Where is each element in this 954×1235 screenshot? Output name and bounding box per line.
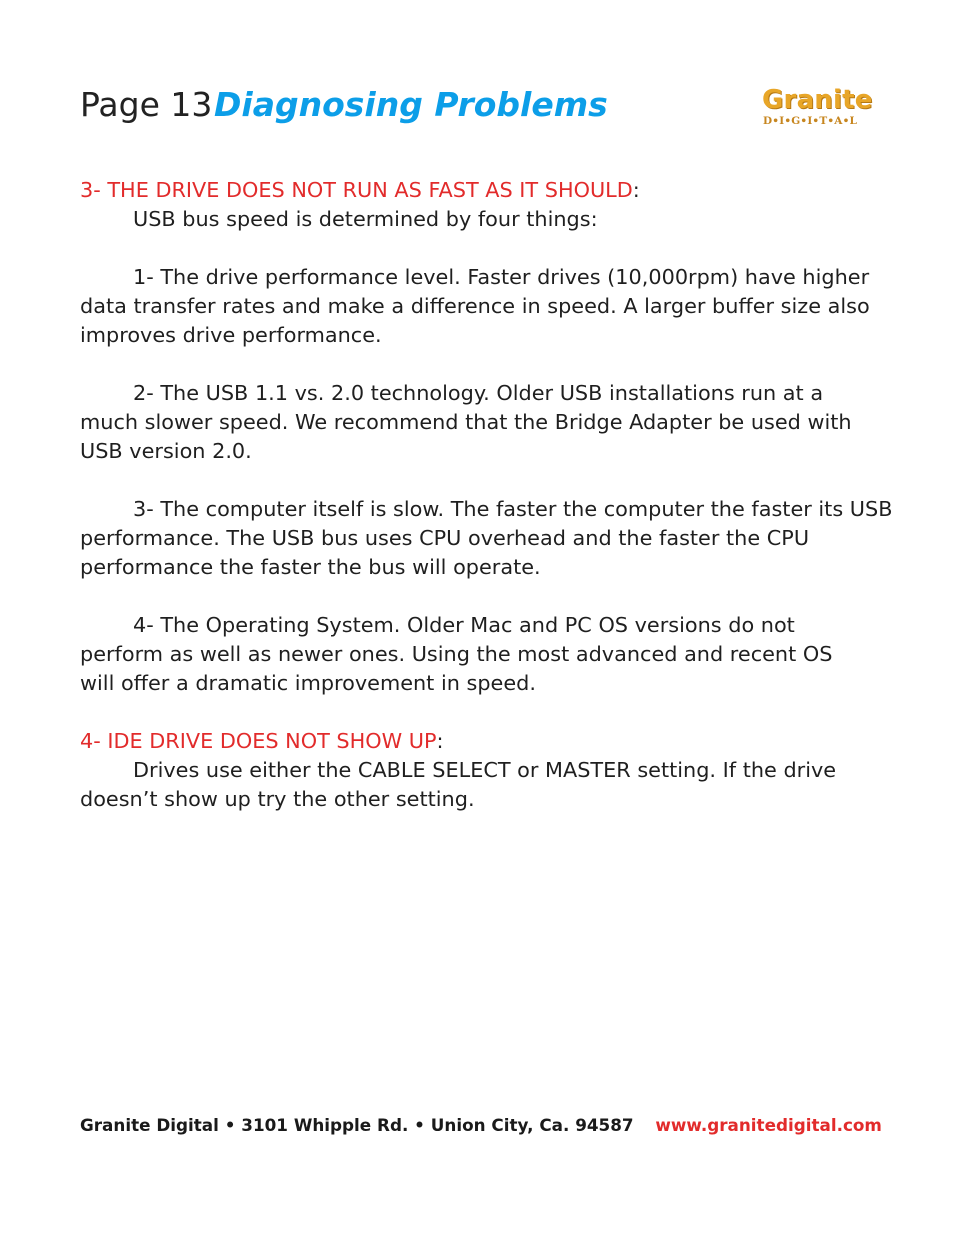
logo-subtitle: D•I•G•I•T•A•L xyxy=(763,115,858,127)
page-number: Page 13 xyxy=(80,85,213,124)
section-heading xyxy=(80,176,880,205)
section-heading-text: 3- THE DRIVE DOES NOT RUN AS FAST AS IT SHOULD xyxy=(80,178,633,202)
section-4 xyxy=(80,727,880,814)
list-item-line: 2- The USB 1.1 vs. 2.0 technology. Older USB installations run at a xyxy=(133,381,824,405)
list-item-line: performance the faster the bus will operate. xyxy=(80,555,541,579)
list-item-line: data transfer rates and make a difference in speed. A larger buffer size also xyxy=(80,294,870,318)
list-item-line: 4- The Operating System. Older Mac and PC OS versions do not xyxy=(133,613,795,637)
section-line: doesn’t show up try the other setting. xyxy=(80,787,475,811)
logo-wordmark: Granite xyxy=(762,85,873,115)
section-heading xyxy=(80,727,880,756)
list-item xyxy=(80,611,880,698)
footer-website-link[interactable]: www.granitedigital.com xyxy=(655,1115,882,1135)
section-heading-colon: : xyxy=(632,178,640,202)
page-title: Diagnosing Problems xyxy=(214,85,608,124)
section-3 xyxy=(80,176,893,727)
list-item-line: 1- The drive performance level. Faster drives (10,000rpm) have higher xyxy=(133,265,870,289)
section-heading-text: 4- IDE DRIVE DOES NOT SHOW UP xyxy=(80,729,437,753)
list-item-line: perform as well as newer ones. Using the most advanced and recent OS xyxy=(80,642,833,666)
footer-address: Granite Digital • 3101 Whipple Rd. • Union City, Ca. 94587 xyxy=(80,1115,634,1135)
list-item-line: performance. The USB bus uses CPU overhead and the faster the CPU xyxy=(80,526,810,550)
list-item xyxy=(80,379,880,466)
section-line: Drives use either the CABLE SELECT or MASTER setting. If the drive xyxy=(133,758,837,782)
list-item xyxy=(80,495,893,582)
list-item-line: improves drive performance. xyxy=(80,323,382,347)
section-heading-colon: : xyxy=(436,729,444,753)
list-item xyxy=(80,263,880,350)
list-item-line: much slower speed. We recommend that the Bridge Adapter be used with xyxy=(80,410,852,434)
page-header xyxy=(80,84,880,134)
list-item-line: USB version 2.0. xyxy=(80,439,252,463)
list-item-line: 3- The computer itself is slow. The faster the computer the faster its USB xyxy=(133,497,893,521)
list-item-line: will offer a dramatic improvement in speed. xyxy=(80,671,536,695)
section-intro: USB bus speed is determined by four things: xyxy=(133,207,598,231)
document-body xyxy=(80,176,893,814)
granite-digital-logo xyxy=(761,84,876,130)
page-footer xyxy=(80,1112,880,1138)
